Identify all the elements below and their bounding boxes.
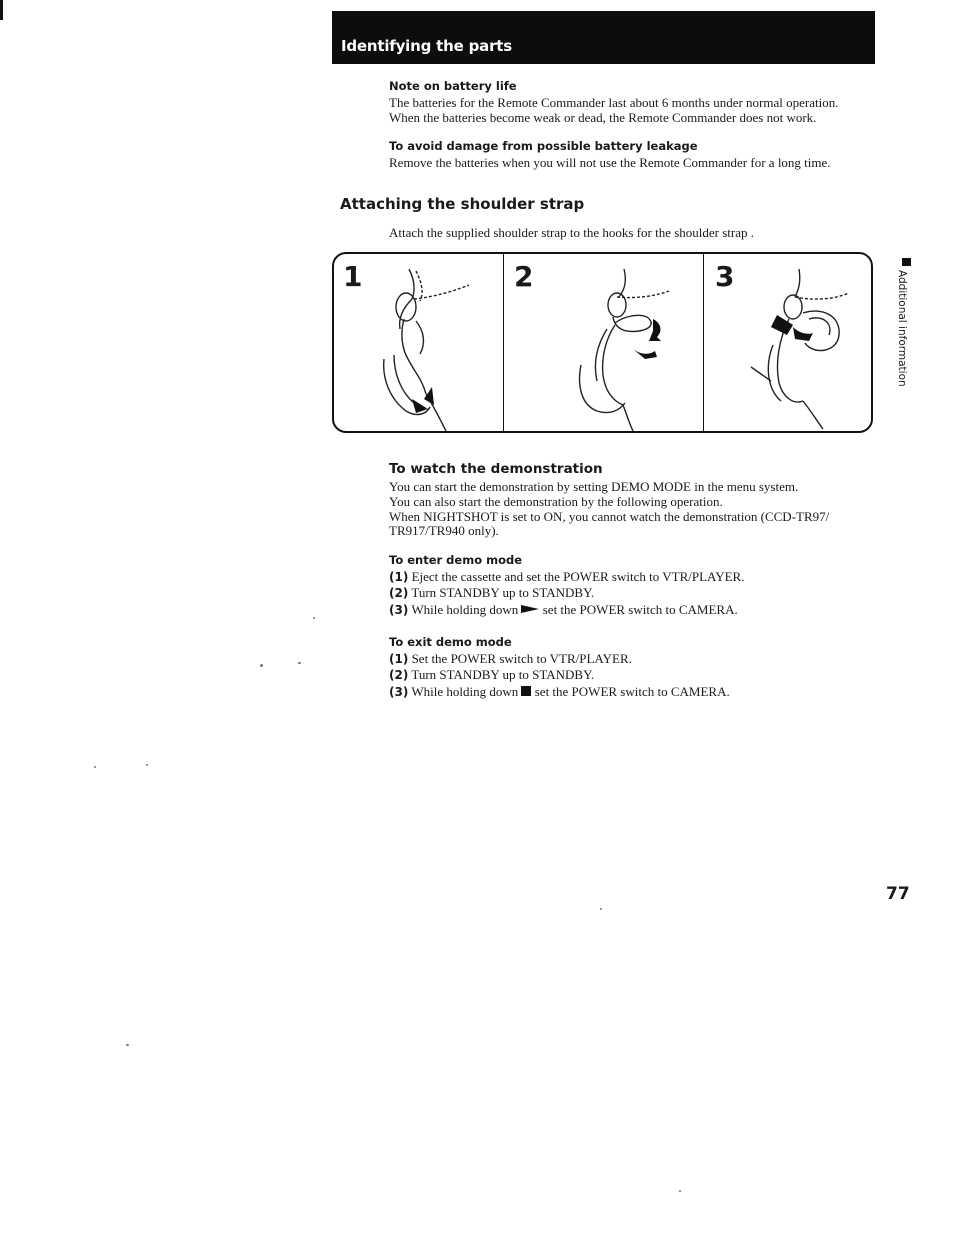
battery-note-line-1: The batteries for the Remote Commander last about 6 months under normal operation.: [389, 95, 839, 110]
demo-text-line-4: TR917/TR940 only).: [389, 523, 499, 538]
demo-text-line-2: You can also start the demonstration by the following operation.: [389, 494, 723, 509]
strap-instruction-text: Attach the supplied shoulder strap to the hooks for the shoulder strap .: [389, 225, 755, 240]
strap-hook-illustration-step-1: [354, 259, 499, 431]
page-number: 77: [886, 884, 910, 904]
exit-demo-heading: To exit demo mode: [389, 635, 512, 649]
scan-speck: [679, 1190, 681, 1192]
scan-speck: [146, 764, 148, 766]
battery-leak-text: Remove the batteries when you will not use the Remote Commander for a long time.: [389, 155, 831, 170]
panel-divider: [703, 254, 704, 431]
side-tab-marker: [902, 258, 911, 266]
panel-divider: [503, 254, 504, 431]
battery-leak-heading: To avoid damage from possible battery leakage: [389, 139, 698, 153]
panel-number-3: 3: [715, 260, 735, 293]
battery-note-heading: Note on battery life: [389, 79, 517, 93]
enter-demo-step-1: (1) Eject the cassette and set the POWER switch to VTR/PLAYER.: [389, 569, 745, 584]
play-icon: [521, 604, 539, 614]
binding-edge-mark: [0, 0, 3, 20]
battery-note-line-2: When the batteries become weak or dead, the Remote Commander does not work.: [389, 110, 817, 125]
strap-hook-illustration-step-2: [529, 259, 694, 431]
enter-demo-step-3: (3) While holding down set the POWER switch to CAMERA.: [389, 602, 738, 617]
side-tab-label: Additional information: [896, 270, 908, 387]
demo-text-line-3: When NIGHTSHOT is set to ON, you cannot watch the demonstration (CCD-TR97/: [389, 509, 830, 524]
exit-demo-step-3: (3) While holding down set the POWER switch to CAMERA.: [389, 684, 730, 699]
strap-section-heading: Attaching the shoulder strap: [340, 195, 585, 213]
panel-number-1: 1: [343, 260, 363, 293]
scan-speck: [298, 662, 301, 664]
section-header-bar: [332, 11, 875, 64]
demo-text-line-1: You can start the demonstration by setting DEMO MODE in the menu system.: [389, 479, 799, 494]
stop-icon: [521, 686, 531, 696]
enter-demo-step-2: (2) Turn STANDBY up to STANDBY.: [389, 585, 595, 600]
scan-speck: [260, 664, 263, 667]
exit-demo-step-2: (2) Turn STANDBY up to STANDBY.: [389, 667, 595, 682]
section-header-title: Identifying the parts: [341, 37, 512, 55]
scan-speck: [126, 1044, 129, 1046]
exit-demo-step-1: (1) Set the POWER switch to VTR/PLAYER.: [389, 651, 632, 666]
side-section-tab: [896, 258, 918, 388]
demo-section-heading: To watch the demonstration: [389, 461, 603, 477]
strap-hook-illustration-step-3: [729, 259, 874, 431]
panel-number-2: 2: [514, 260, 534, 293]
enter-demo-heading: To enter demo mode: [389, 553, 523, 567]
scan-speck: [94, 766, 96, 768]
scan-speck: [313, 617, 315, 619]
scan-speck: [600, 908, 602, 910]
strap-illustration-box: [332, 252, 873, 433]
